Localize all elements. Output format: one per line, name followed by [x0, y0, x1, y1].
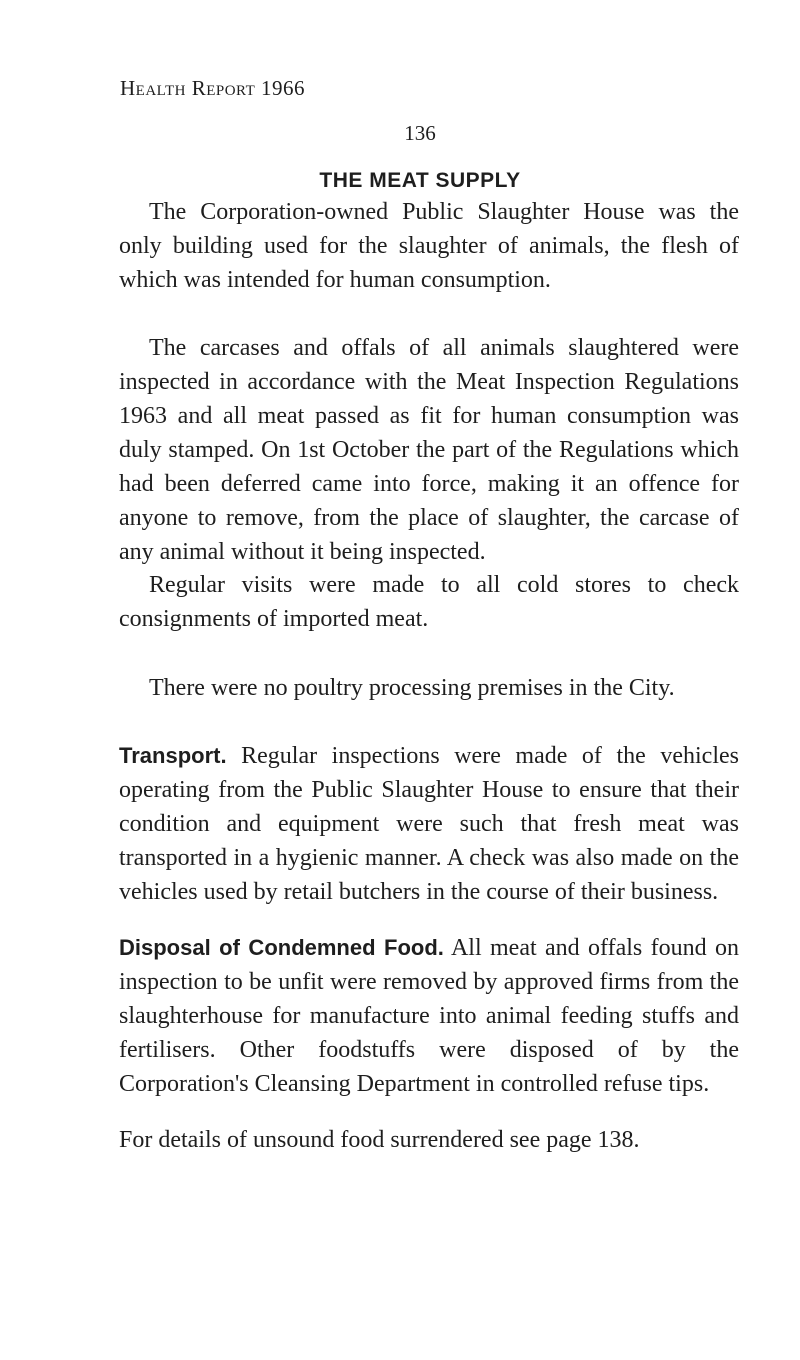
condemned-food-heading: Disposal of Condemned Food. [119, 935, 444, 960]
condemned-food-text: All meat and offals found on inspection to be unfit were removed by approved firms from the slaughterhouse for manufacture into animal feeding stuffs and fertilisers. Other foodstuffs were disposed of by the Corporation's Cleansing Department in controlled refuse tips. [119, 935, 739, 1097]
paragraph-slaughter-house: The Corporation-owned Public Slaughter House was the only building used for the slaughter of animals, the flesh of which was intended for human consumption. [119, 199, 739, 293]
paragraph-meat-inspection: The carcases and offals of all animals slaughtered were inspected in accordance with the Meat Inspection Regulations 1963 and all meat passed as fit for human consumption was duly stamped. On 1st October the part of the Regulations which had been deferred came into force, making it an offence for anyone to remove, from the place of slaughter, the carcase of any animal without it being inspected. [119, 335, 739, 565]
paragraph-unsound-food-reference: For details of unsound food surrendered see page 138. [119, 1127, 640, 1153]
paragraph-condemned-food [119, 931, 739, 1101]
paragraph-transport [119, 739, 739, 909]
section-title: THE MEAT SUPPLY [319, 169, 521, 192]
paragraph-poultry: There were no poultry processing premises in the City. [149, 675, 675, 701]
transport-text: Regular inspections were made of the vehicles operating from the Public Slaughter House to ensure that their condition and equipment were such that fresh meat was transported in a hygienic manner. A check was also made on the vehicles used by retail butchers in the course of their business. [119, 743, 739, 905]
transport-heading: Transport. [119, 743, 227, 768]
paragraph-cold-stores: Regular visits were made to all cold stores to check consignments of imported meat. [119, 572, 739, 632]
running-header: Health Report 1966 [120, 76, 306, 100]
page-number: 136 [404, 121, 436, 145]
